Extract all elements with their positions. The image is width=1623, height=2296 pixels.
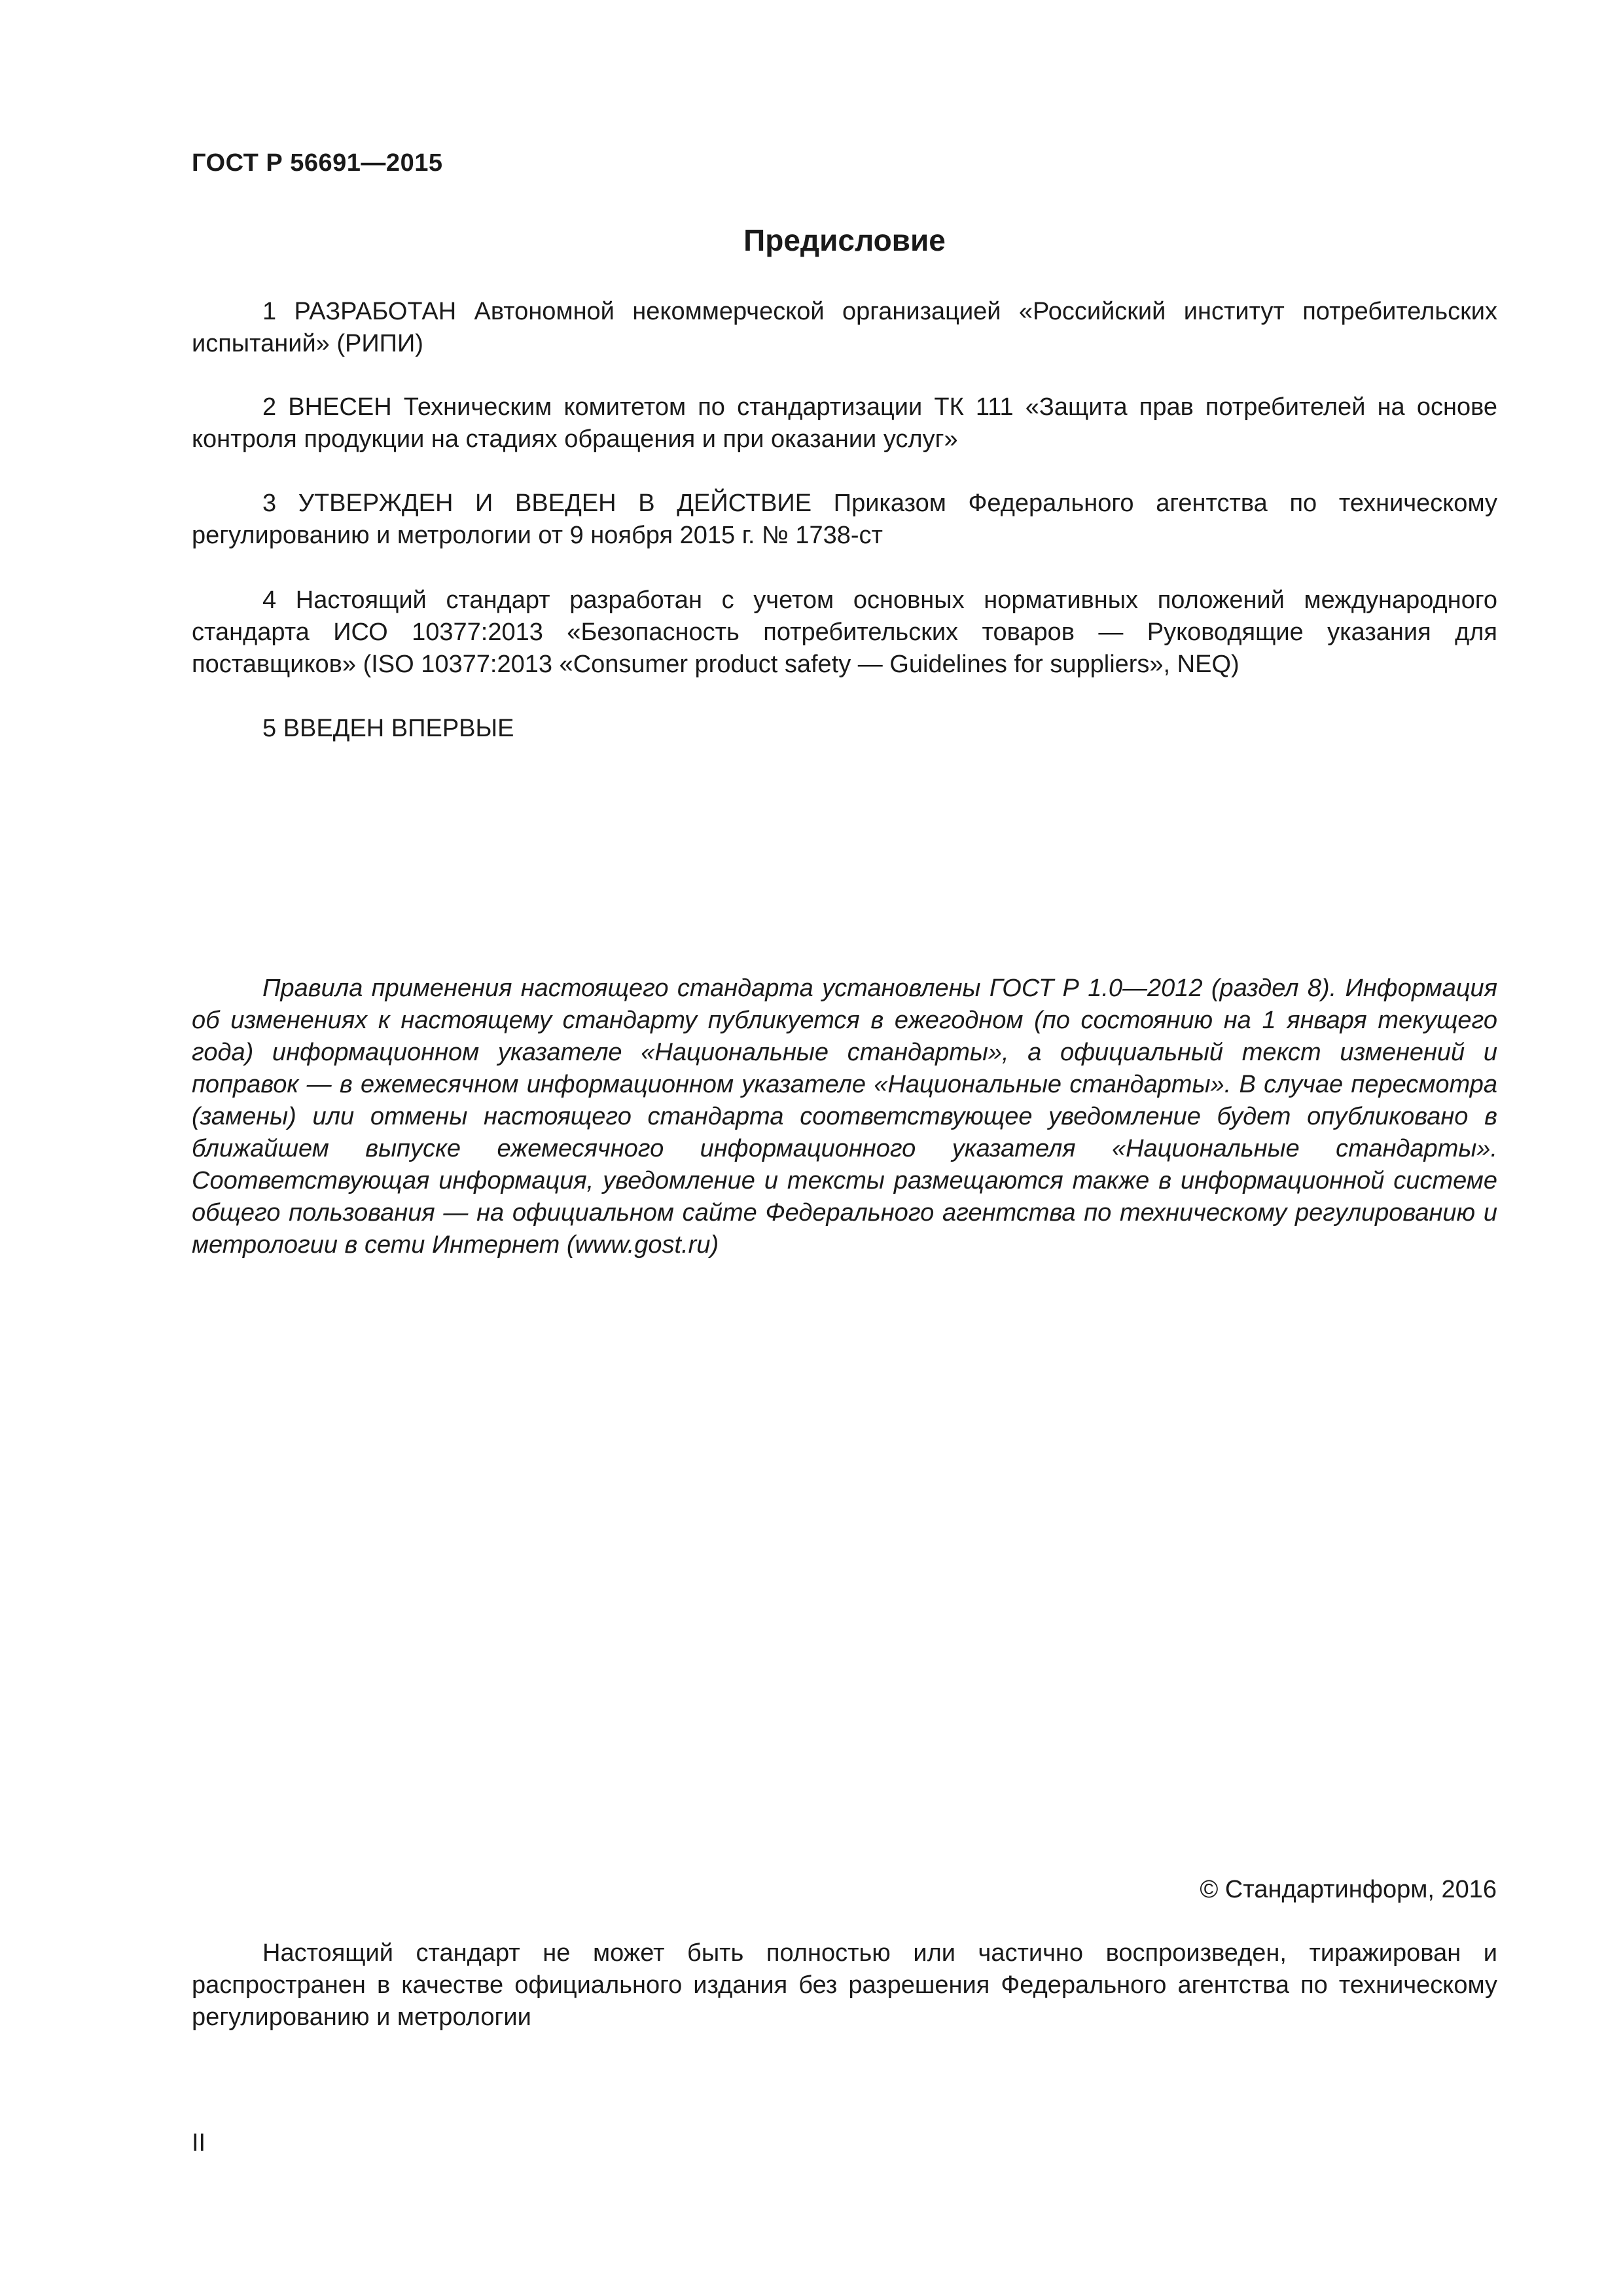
copyright-notice: © Стандартинформ, 2016: [1200, 1876, 1497, 1903]
page-number: II: [192, 2129, 206, 2157]
foreword-item-2: 2 ВНЕСЕН Техническим комитетом по стандартизации ТК 111 «Защита прав потребителей на основе контроля продукции на стадиях обращения и при оказании услуг»: [192, 393, 1497, 453]
document-code: ГОСТ Р 56691—2015: [192, 149, 443, 177]
reproduction-notice: Настоящий стандарт не может быть полностью или частично воспроизведен, тиражирован и распространен в качестве официального издания без разрешения Федерального агентства по техническому регулированию и метрологии: [192, 1939, 1497, 2031]
foreword-item-3: 3 УТВЕРЖДЕН И ВВЕДЕН В ДЕЙСТВИЕ Приказом Федерального агентства по техническому регулированию и метрологии от 9 ноября 2015 г. № 1738-ст: [192, 490, 1497, 549]
foreword-item-4: 4 Настоящий стандарт разработан с учетом основных нормативных положений международного стандарта ИСО 10377:2013 «Безопасность потребительских товаров — Руководящие указания для поставщиков» (ISO 10377:2013 «Consumer product safety — Guidelines for suppliers», NEQ): [192, 586, 1497, 678]
page-title: Предисловие: [743, 223, 946, 257]
foreword-item-1: 1 РАЗРАБОТАН Автономной некоммерческой организацией «Российский институт потребительских испытаний» (РИПИ): [192, 298, 1497, 357]
foreword-item-5: 5 ВВЕДЕН ВПЕРВЫЕ: [262, 715, 514, 742]
application-rules-note: Правила применения настоящего стандарта установлены ГОСТ Р 1.0—2012 (раздел 8). Информация об изменениях к настоящему стандарту публикуется в ежегодном (по состоянию на 1 января текущего года) информационном указателе «Национальные стандарты», а официальный текст изменений и поправок — в ежемесячном информационном указателе «Национальные стандарты». В случае пересмотра (замены) или отмены настоящего стандарта соответствующее уведомление будет опубликовано в ближайшем выпуске ежемесячного информационного указателя «Национальные стандарты». Соответствующая информация, уведомление и тексты размещаются также в информационной системе общего пользования — на официальном сайте Федерального агентства по техническому регулированию и метрологии в сети Интернет (www.gost.ru): [192, 975, 1497, 1259]
